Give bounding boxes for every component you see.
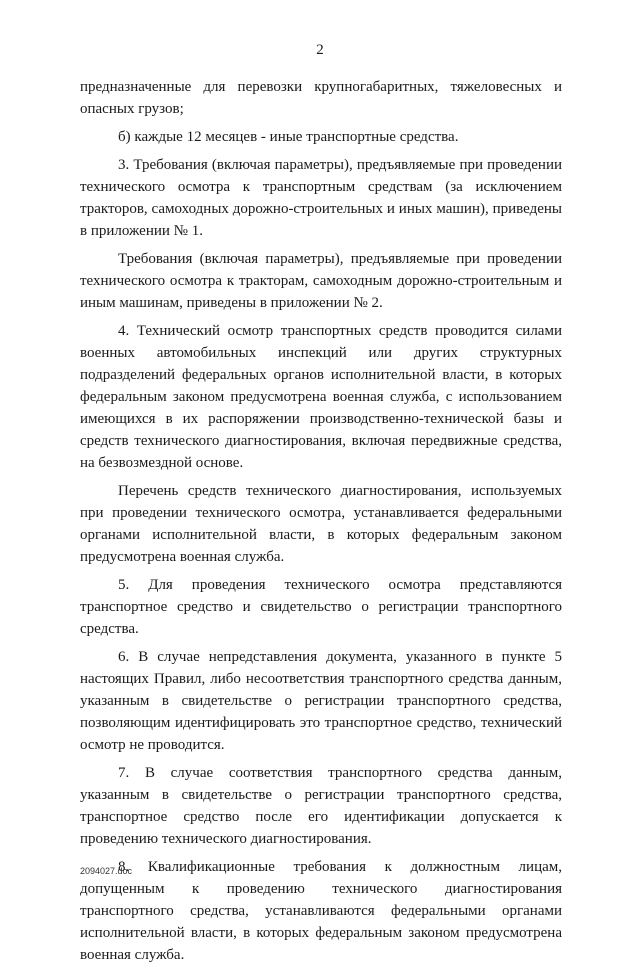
footer-filename: 2094027.doc	[80, 866, 133, 876]
paragraph-item-b: б) каждые 12 месяцев - иные транспортные средства.	[118, 129, 459, 145]
document-body	[80, 76, 562, 972]
paragraph-7: 7. В случае соответствия транспортного средства данным, указанным в свидетельстве о регистрации транспортного средства, транспортное средство после его идентификации допускается к проведению технического диагностирования.	[80, 765, 562, 847]
paragraph-5: 5. Для проведения технического осмотра представляются транспортное средство и свидетельство о регистрации транспортного средства.	[80, 577, 562, 637]
paragraph-8: 8. Квалификационные требования к должностным лицам, допущенным к проведению технического диагностирования транспортного средства, устанавливаются федеральными органами исполнительной власти, в которых федеральным законом предусмотрена военная служба.	[80, 859, 562, 963]
paragraph-3: 3. Требования (включая параметры), предъявляемые при проведении технического осмотра к транспортным средствам (за исключением тракторов, самоходных дорожно-строительных и иных машин), приведены в приложении № 1.	[80, 157, 562, 239]
paragraph-3-tractors: Требования (включая параметры), предъявляемые при проведении технического осмотра к тракторам, самоходным дорожно-строительным и иным машинам, приведены в приложении № 2.	[80, 251, 562, 311]
paragraph-6: 6. В случае непредставления документа, указанного в пункте 5 настоящих Правил, либо несоответствия транспортного средства данным, указанным в свидетельстве о регистрации транспортного средства, позволяющим идентифицировать это транспортное средство, технический осмотр не проводится.	[80, 649, 562, 753]
paragraph-4: 4. Технический осмотр транспортных средств проводится силами военных автомобильных инспекций или других структурных подразделений федеральных органов исполнительной власти, в которых федеральным законом предусмотрена военная служба, с использованием имеющихся в их распоряжении производственно-технической базы и средств технического диагностирования, включая передвижные средства, на безвозмездной основе.	[80, 323, 562, 471]
paragraph-continuation: предназначенные для перевозки крупногабаритных, тяжеловесных и опасных грузов;	[80, 79, 562, 117]
page-number: 2	[316, 42, 324, 58]
paragraph-4-equipment-list: Перечень средств технического диагностирования, используемых при проведении технического осмотра, устанавливается федеральными органами исполнительной власти, в которых федеральным законом предусмотрена военная служба.	[80, 483, 562, 565]
